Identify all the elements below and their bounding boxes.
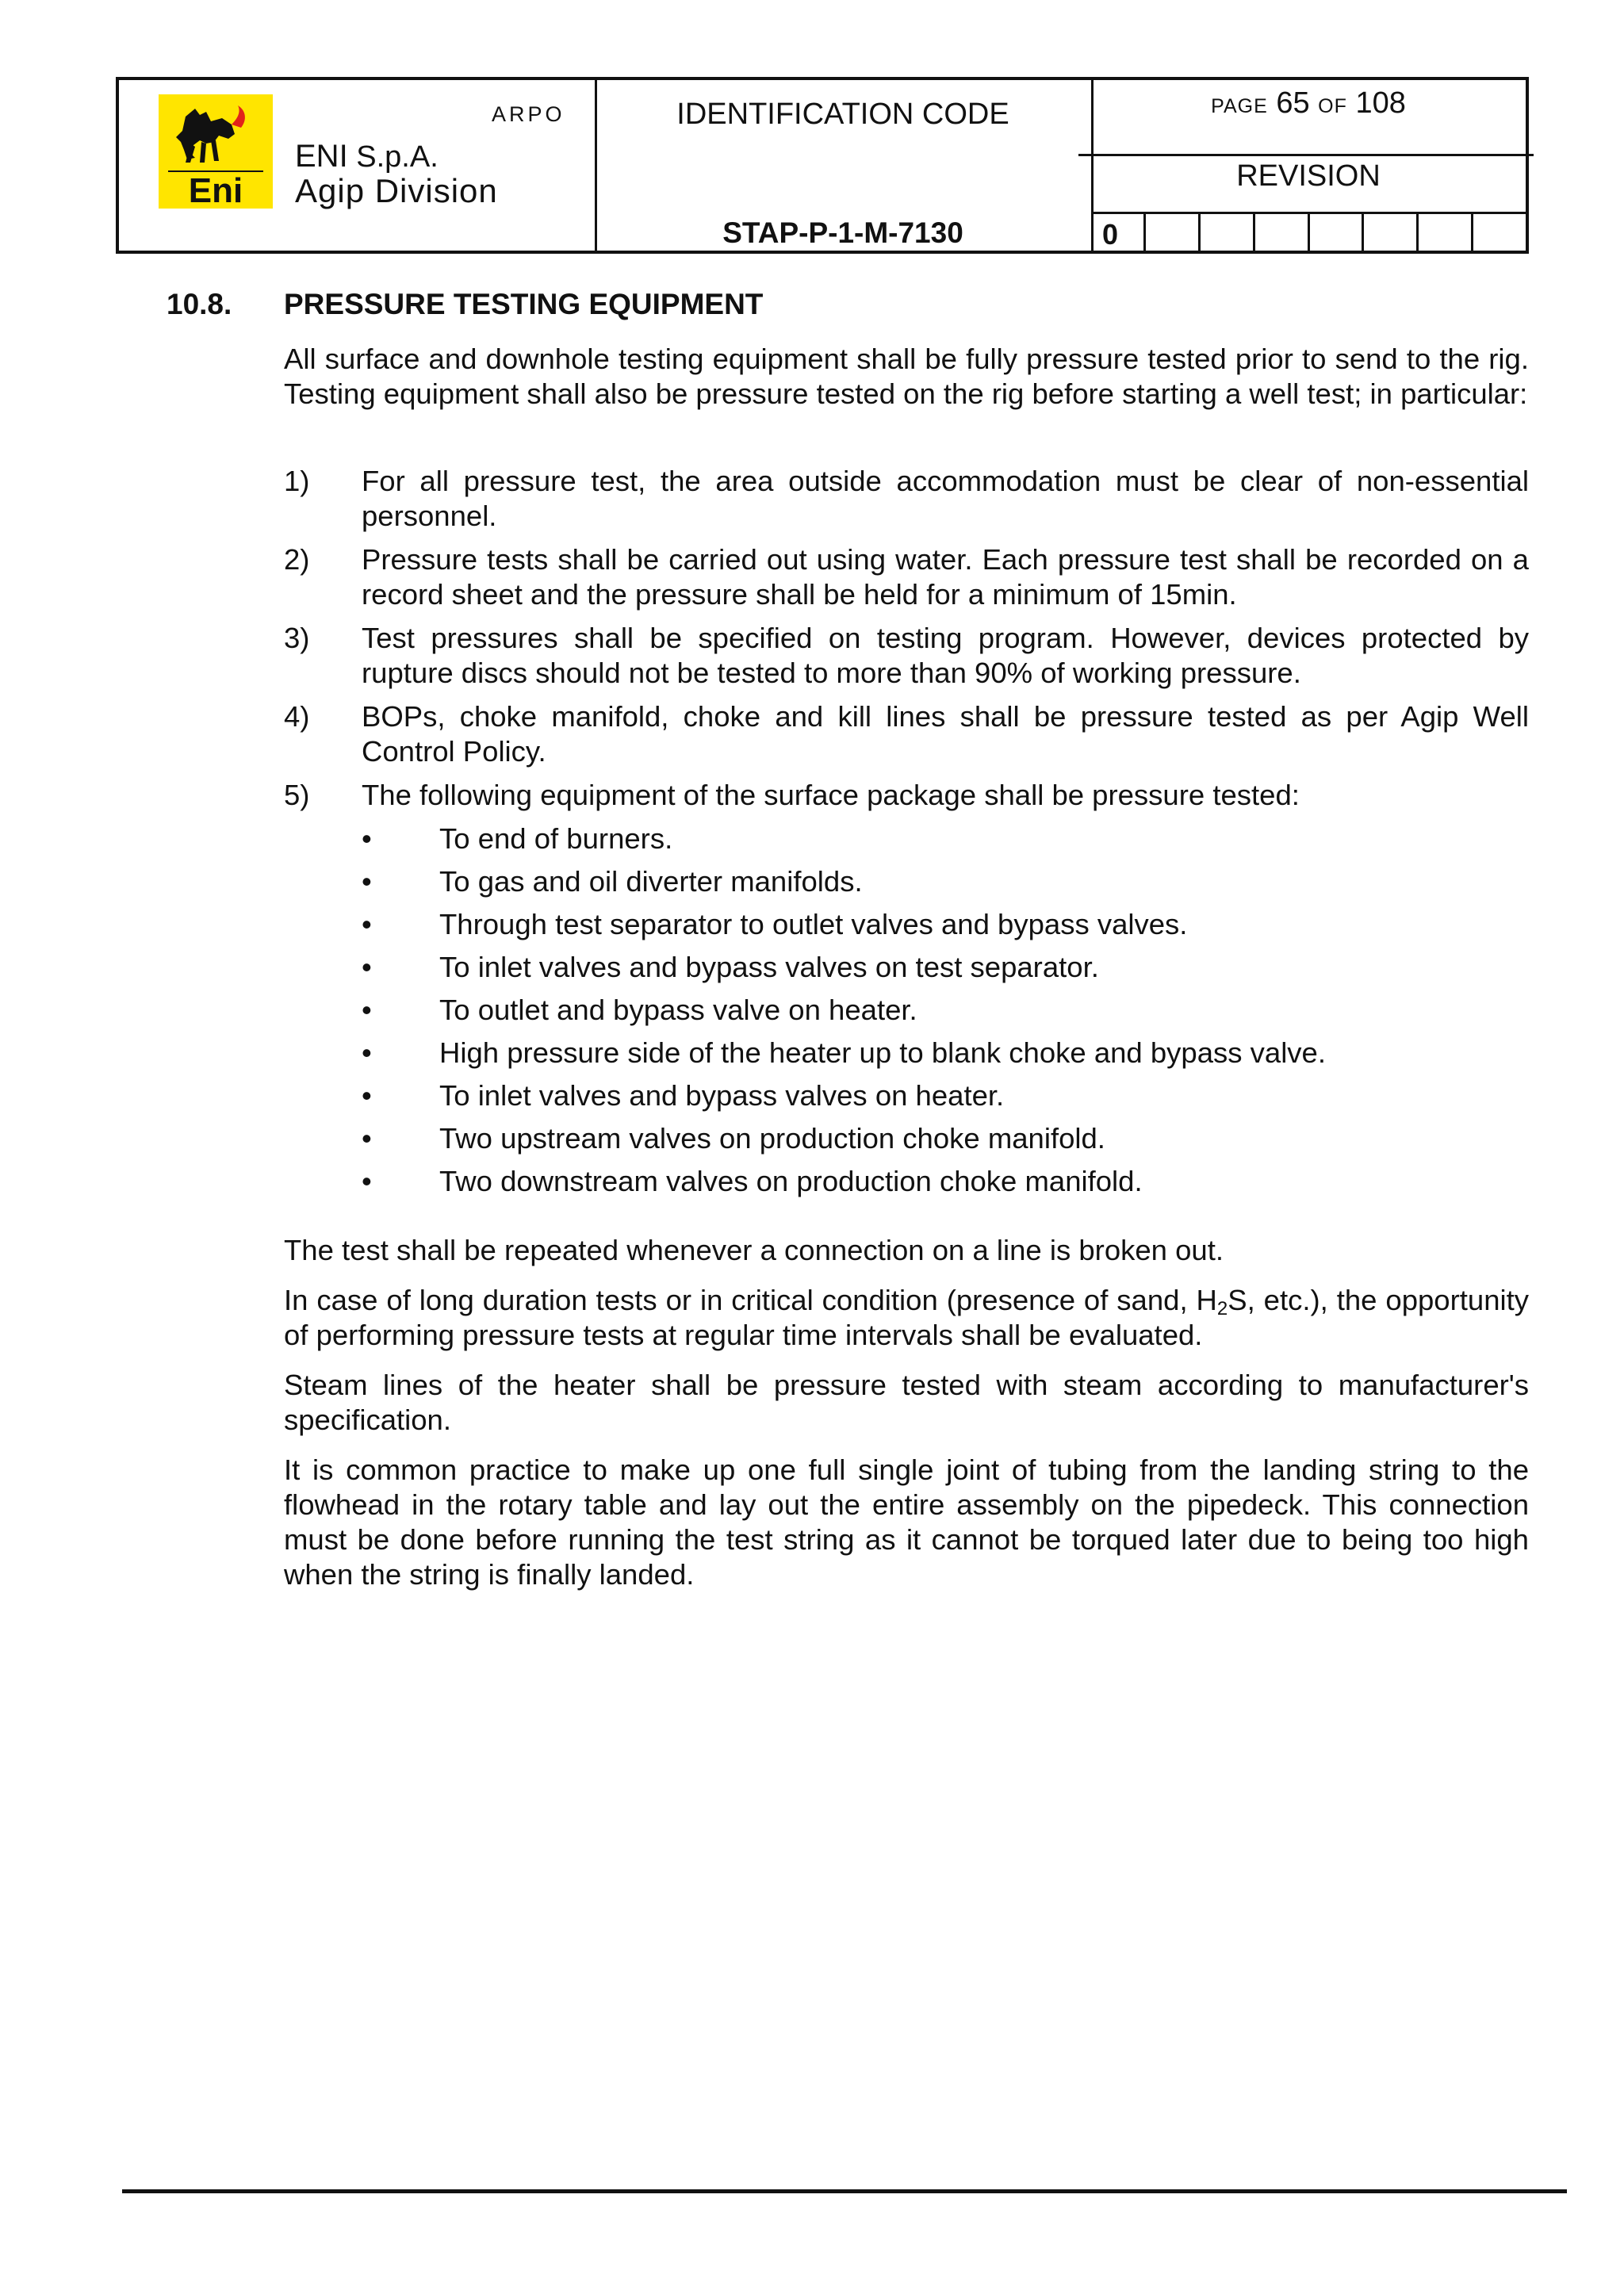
company-name: ENI S.p.A. (295, 139, 439, 174)
identification-block (595, 80, 1091, 251)
list-item-number: 3) (284, 622, 310, 654)
company-block (119, 80, 595, 251)
bullet-icon: • (362, 1036, 372, 1069)
bullet-text: To outlet and bypass valve on heater. (439, 994, 917, 1026)
identification-code-label: IDENTIFICATION CODE (676, 98, 1009, 131)
bullet-icon: • (362, 1079, 372, 1112)
bullet-text: Two downstream valves on production choke manifold. (439, 1165, 1143, 1197)
bullet-icon: • (362, 908, 372, 940)
eni-logo-icon (159, 94, 273, 209)
page-revision-block (1091, 80, 1526, 251)
revision-box (1471, 212, 1526, 251)
identification-code-value: STAP-P-1-M-7130 (722, 216, 963, 249)
paragraph-long-duration: In case of long duration tests or in critical condition (presence of sand, $H_2S$, etc.), the opportunity of performing pressure tests at regular time intervals shall be evaluated. (284, 1284, 1529, 1351)
revision-box: 0 (1102, 218, 1119, 251)
revision-box (1198, 212, 1253, 251)
bullet-icon: • (362, 1122, 372, 1155)
list-item-text: The following equipment of the surface package shall be pressure tested: (362, 779, 1300, 811)
page-number: PAGE 65 OF 108 (1211, 86, 1406, 120)
bullet-text: To inlet valves and bypass valves on heater. (439, 1079, 1005, 1112)
svg-text:Eni: Eni (188, 171, 243, 209)
bullet-text: To inlet valves and bypass valves on test separator. (439, 951, 1099, 983)
list-item-text: For all pressure test, the area outside accommodation must be clear of non-essential personnel. (362, 465, 1529, 532)
bullet-icon: • (362, 865, 372, 898)
bullet-text: To gas and oil diverter manifolds. (439, 865, 863, 898)
list-item-text: Pressure tests shall be carried out using water. Each pressure test shall be recorded on a record sheet and the pressure shall be held for a minimum of 15min. (362, 543, 1529, 611)
revision-label: REVISION (1236, 159, 1381, 193)
revision-box (1362, 212, 1416, 251)
section-title: PRESSURE TESTING EQUIPMENT (284, 288, 764, 320)
list-item-number: 4) (284, 700, 310, 733)
header-divider (1078, 154, 1534, 156)
bullet-text: Through test separator to outlet valves and bypass valves. (439, 908, 1188, 940)
bullet-icon: • (362, 951, 372, 983)
list-item-number: 2) (284, 543, 310, 576)
paragraph-common-practice: It is common practice to make up one full single joint of tubing from the landing string to the flowhead in the rotary table and lay out the entire assembly on the pipedeck. This connection must be done before running the test string as it cannot be torqued later due to being too high when the string is finally landed. (284, 1453, 1529, 1591)
revision-box (1253, 212, 1308, 251)
footer-rule (122, 2189, 1567, 2193)
list-item-text: BOPs, choke manifold, choke and kill lines shall be pressure tested as per Agip Well Control Policy. (362, 700, 1529, 768)
revision-box (1143, 212, 1198, 251)
section-number: 10.8. (167, 288, 232, 320)
bullet-icon: • (362, 994, 372, 1026)
revision-box (1308, 212, 1362, 251)
revision-boxes (1091, 212, 1526, 251)
bullet-text: High pressure side of the heater up to blank choke and bypass valve. (439, 1036, 1326, 1069)
bullet-text: To end of burners. (439, 822, 673, 855)
list-item-number: 1) (284, 465, 310, 497)
bullet-icon: • (362, 822, 372, 855)
arpo-label: ARPO (492, 102, 565, 126)
list-item-text: Test pressures shall be specified on testing program. However, devices protected by rupture discs should not be tested to more than 90% of working pressure. (362, 622, 1529, 689)
bullet-text: Two upstream valves on production choke manifold. (439, 1122, 1105, 1155)
bullet-icon: • (362, 1165, 372, 1197)
list-item-number: 5) (284, 779, 310, 811)
intro-paragraph: All surface and downhole testing equipment shall be fully pressure tested prior to send to the rig. Testing equipment shall also be pressure tested on the rig before starting a well test; in particular: (284, 343, 1529, 410)
revision-box (1416, 212, 1471, 251)
paragraph-repeat-test: The test shall be repeated whenever a connection on a line is broken out. (284, 1234, 1224, 1266)
document-header (116, 77, 1529, 254)
paragraph-steam-lines: Steam lines of the heater shall be pressure tested with steam according to manufacturer's specification. (284, 1369, 1529, 1436)
division-name: Agip Division (295, 172, 498, 209)
